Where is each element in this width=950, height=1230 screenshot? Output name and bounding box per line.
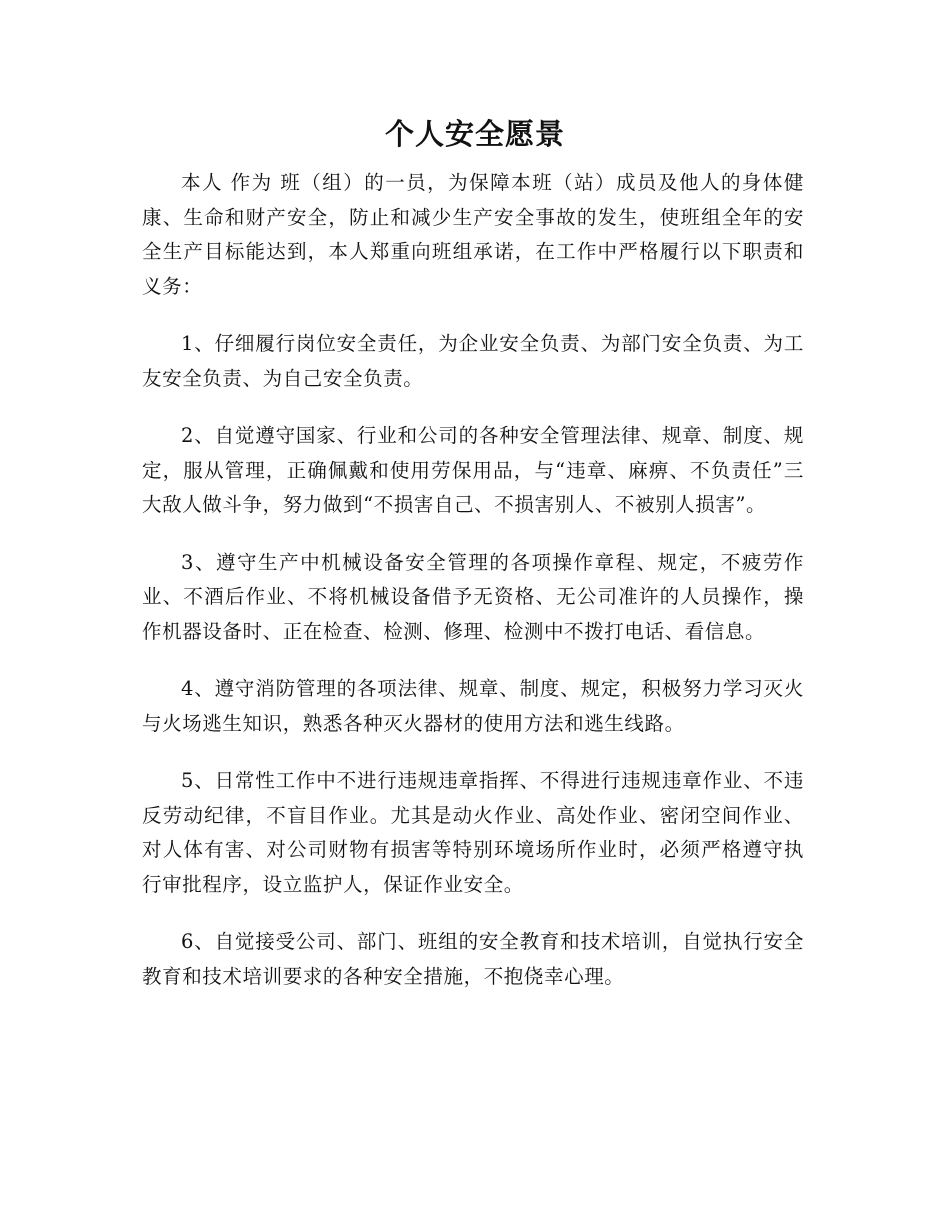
clause-5: 5、日常性工作中不进行违规违章指挥、不得进行违规违章作业、不违反劳动纪律，不盲目作业。尤其是动火作业、高处作业、密闭空间作业、对人体有害、对公司财物有损害等特别环境场所作业时，必须严格遵守执行审批程序，设立监护人，保证作业安全。	[142, 769, 804, 896]
clause-4: 4、遵守消防管理的各项法律、规章、制度、规定，积极努力学习灭火与火场逃生知识，熟悉各种灭火器材的使用方法和逃生线路。	[142, 677, 804, 735]
document-title: 个人安全愿景	[384, 117, 565, 151]
clause-6: 6、自觉接受公司、部门、班组的安全教育和技术培训，自觉执行安全教育和技术培训要求的各种安全措施，不抱侥幸心理。	[142, 930, 804, 988]
clause-3: 3、遵守生产中机械设备安全管理的各项操作章程、规定，不疲劳作业、不酒后作业、不将机械设备借予无资格、无公司准许的人员操作，操作机器设备时、正在检查、检测、修理、检测中不拨打电话、看信息。	[142, 550, 804, 643]
intro-paragraph: 本人 作为 班（组）的一员，为保障本班（站）成员及他人的身体健康、生命和财产安全，防止和减少生产安全事故的发生，使班组全年的安全生产目标能达到，本人郑重向班组承诺，在工作中严格履行以下职责和义务：	[142, 171, 804, 298]
clause-1: 1、仔细履行岗位安全责任，为企业安全负责、为部门安全负责、为工友安全负责、为自己安全负责。	[142, 332, 804, 390]
document-body	[142, 166, 804, 994]
clause-2: 2、自觉遵守国家、行业和公司的各种安全管理法律、规章、制度、规定，服从管理，正确佩戴和使用劳保用品，与“违章、麻痹、不负责任”三大敌人做斗争，努力做到“不损害自己、不损害别人、不被别人损害”。	[142, 424, 804, 516]
